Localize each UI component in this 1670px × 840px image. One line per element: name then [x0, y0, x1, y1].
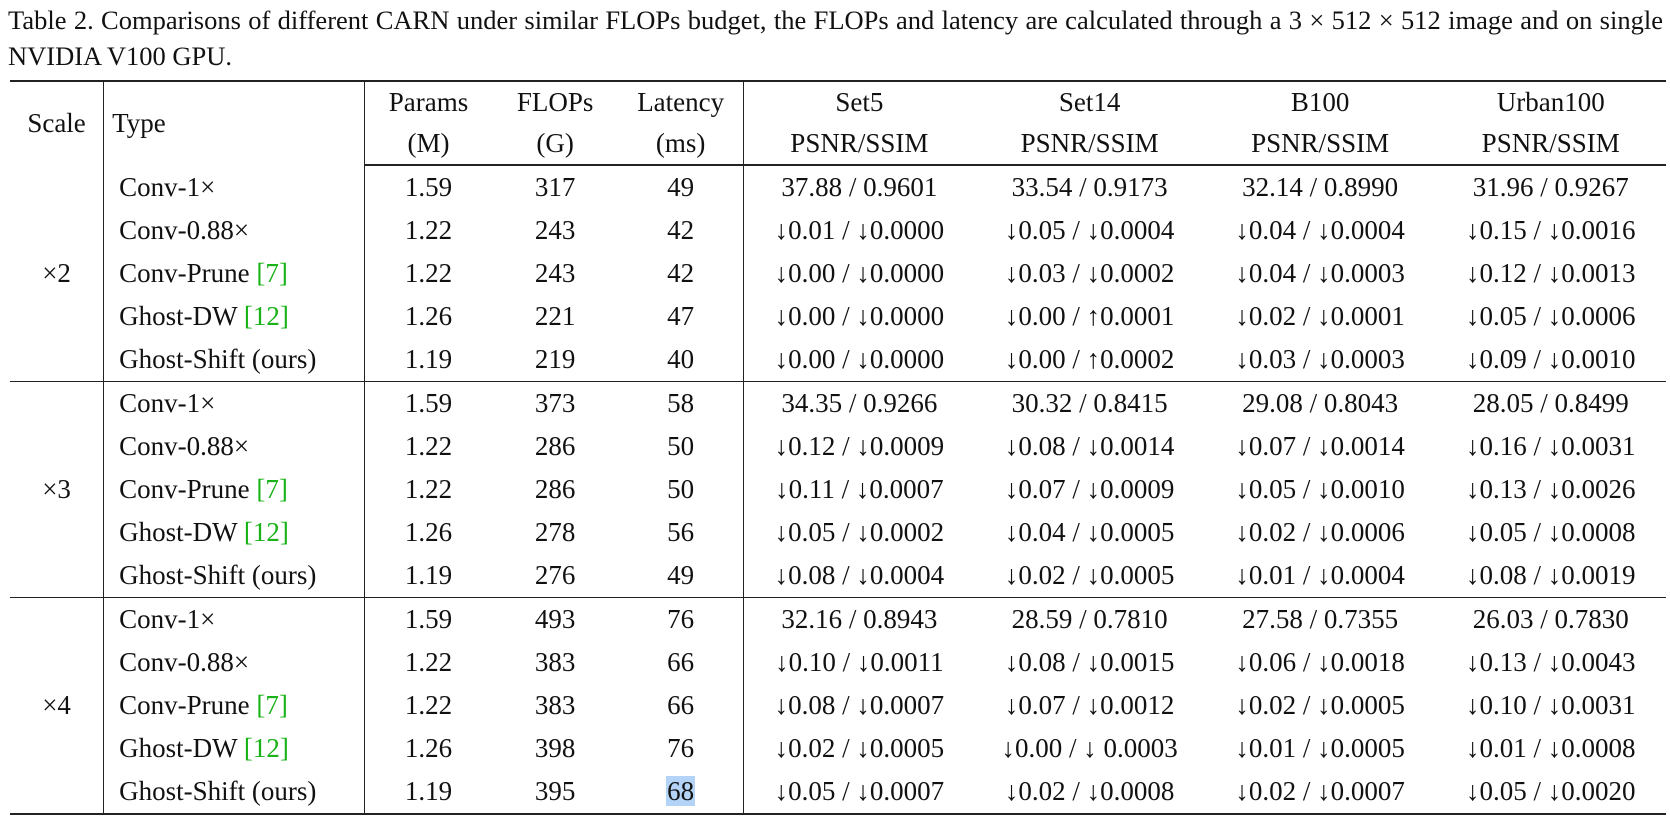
header-scale: Scale — [10, 81, 104, 165]
latency-cell: 66 — [618, 684, 744, 727]
header-metric-set5: PSNR/SSIM — [744, 123, 975, 165]
urban100-psnr-ssim-cell: 28.05 / 0.8499 — [1472, 388, 1629, 418]
results-table — [10, 80, 1666, 815]
type-cell — [104, 770, 365, 814]
latency-cell: 50 — [618, 468, 744, 511]
set5-psnr-ssim-cell: ↓0.02 / ↓0.0005 — [774, 733, 945, 763]
type-cell — [104, 598, 365, 642]
flops-cell: 221 — [534, 301, 576, 331]
b100-psnr-ssim-cell: ↓0.06 / ↓0.0018 — [1235, 647, 1405, 677]
set5-psnr-ssim-cell: ↓0.10 / ↓0.0011 — [775, 647, 944, 677]
set14-psnr-ssim-cell: ↓0.00 / ↑0.0001 — [1004, 301, 1175, 331]
set14-psnr-ssim-cell: ↓0.02 / ↓0.0008 — [974, 770, 1205, 814]
type-cell — [104, 511, 365, 554]
header-latency-unit: (ms) — [618, 123, 744, 165]
urban100-psnr-ssim-cell: ↓0.08 / ↓0.0019 — [1435, 554, 1666, 598]
urban100-psnr-ssim-cell: ↓0.13 / ↓0.0043 — [1465, 647, 1636, 677]
method-name: Ghost-Shift (ours) — [119, 560, 317, 590]
type-cell — [104, 468, 365, 511]
header-urban100: Urban100 — [1435, 81, 1666, 123]
flops-cell: 493 — [534, 604, 576, 634]
citation-link[interactable]: [7] — [256, 690, 288, 720]
flops-cell: 398 — [534, 733, 576, 763]
urban100-psnr-ssim-cell: ↓0.16 / ↓0.0031 — [1465, 431, 1636, 461]
type-cell — [104, 425, 365, 468]
b100-psnr-ssim-cell: ↓0.04 / ↓0.0004 — [1235, 215, 1405, 245]
urban100-psnr-ssim-cell: ↓0.05 / ↓0.0020 — [1435, 770, 1666, 814]
table-row — [10, 554, 1666, 598]
latency-cell: 49 — [618, 554, 744, 598]
method-name: Ghost-DW — [119, 517, 244, 547]
latency-cell: 56 — [618, 511, 744, 554]
set14-psnr-ssim-cell: ↓0.08 / ↓0.0014 — [1004, 431, 1175, 461]
header-b100: B100 — [1205, 81, 1436, 123]
params-cell: 1.59 — [404, 604, 453, 634]
method-name: Conv-1× — [119, 171, 216, 202]
params-cell: 1.19 — [364, 554, 492, 598]
set5-psnr-ssim-cell: ↓0.05 / ↓0.0007 — [744, 770, 975, 814]
table-row — [10, 382, 1666, 426]
scale-cell: ×3 — [10, 382, 104, 598]
header-latency: Latency — [618, 81, 744, 123]
scale-cell: ×2 — [10, 165, 104, 382]
set14-psnr-ssim-cell: ↓0.02 / ↓0.0005 — [974, 554, 1205, 598]
b100-psnr-ssim-cell: ↓0.05 / ↓0.0010 — [1235, 474, 1405, 504]
urban100-psnr-ssim-cell: 31.96 / 0.9267 — [1472, 172, 1629, 202]
b100-psnr-ssim-cell: ↓0.02 / ↓0.0001 — [1235, 301, 1405, 331]
params-cell: 1.22 — [404, 431, 453, 461]
header-metric-set14: PSNR/SSIM — [974, 123, 1205, 165]
method-name: Conv-0.88× — [119, 215, 250, 245]
b100-psnr-ssim-cell: ↓0.02 / ↓0.0006 — [1235, 517, 1405, 547]
set14-psnr-ssim-cell: 28.59 / 0.7810 — [1011, 604, 1168, 634]
citation-link[interactable]: [12] — [243, 733, 289, 763]
citation-link[interactable]: [12] — [243, 301, 289, 331]
urban100-psnr-ssim-cell: 26.03 / 0.7830 — [1472, 604, 1629, 634]
b100-psnr-ssim-cell: ↓0.03 / ↓0.0003 — [1205, 338, 1436, 382]
type-cell — [104, 165, 365, 209]
params-cell: 1.22 — [404, 474, 453, 504]
params-cell: 1.22 — [404, 647, 453, 677]
params-cell: 1.26 — [404, 733, 453, 763]
set5-psnr-ssim-cell: ↓0.08 / ↓0.0007 — [774, 690, 945, 720]
set14-psnr-ssim-cell: ↓0.00 / ↓ 0.0003 — [1001, 733, 1178, 763]
type-cell — [104, 684, 365, 727]
latency-cell: 58 — [618, 382, 744, 426]
header-params: Params — [364, 81, 492, 123]
set14-psnr-ssim-cell: 30.32 / 0.8415 — [1011, 388, 1168, 418]
params-cell: 1.22 — [404, 258, 453, 288]
header-set5: Set5 — [744, 81, 975, 123]
table-row — [10, 727, 1666, 770]
header-params-unit: (M) — [364, 123, 492, 165]
selected-text: 68 — [667, 776, 695, 806]
latency-cell: 42 — [618, 252, 744, 295]
citation-link[interactable]: [12] — [243, 517, 289, 547]
method-name: Conv-Prune — [119, 474, 257, 504]
table-row — [10, 598, 1666, 642]
header-flops: FLOPs — [492, 81, 618, 123]
latency-cell: 49 — [618, 165, 744, 209]
set14-psnr-ssim-cell: ↓0.08 / ↓0.0015 — [1004, 647, 1175, 677]
urban100-psnr-ssim-cell: ↓0.15 / ↓0.0016 — [1465, 215, 1636, 245]
flops-cell: 317 — [534, 172, 576, 202]
set5-psnr-ssim-cell: ↓0.00 / ↓0.0000 — [774, 301, 945, 331]
type-cell — [104, 382, 365, 426]
method-name: Conv-0.88× — [119, 431, 250, 461]
method-name: Conv-1× — [119, 388, 216, 418]
method-name: Conv-1× — [119, 604, 216, 634]
table-row — [10, 684, 1666, 727]
urban100-psnr-ssim-cell: ↓0.05 / ↓0.0006 — [1465, 301, 1636, 331]
flops-cell: 276 — [492, 554, 618, 598]
b100-psnr-ssim-cell: ↓0.01 / ↓0.0005 — [1235, 733, 1405, 763]
latency-cell — [618, 770, 744, 814]
b100-psnr-ssim-cell: ↓0.02 / ↓0.0005 — [1235, 690, 1405, 720]
latency-cell: 66 — [618, 641, 744, 684]
latency-cell: 42 — [618, 209, 744, 252]
params-cell: 1.19 — [364, 338, 492, 382]
table-row — [10, 641, 1666, 684]
set5-psnr-ssim-cell: 34.35 / 0.9266 — [781, 388, 938, 418]
set5-psnr-ssim-cell: ↓0.08 / ↓0.0004 — [744, 554, 975, 598]
b100-psnr-ssim-cell: 29.08 / 0.8043 — [1242, 388, 1399, 418]
latency-cell: 40 — [618, 338, 744, 382]
latency-cell: 76 — [618, 727, 744, 770]
method-name: Ghost-DW — [119, 733, 244, 763]
set14-psnr-ssim-cell: ↓0.00 / ↑0.0002 — [974, 338, 1205, 382]
urban100-psnr-ssim-cell: ↓0.09 / ↓0.0010 — [1435, 338, 1666, 382]
method-name: Conv-0.88× — [119, 647, 250, 677]
method-name: Ghost-Shift (ours) — [119, 344, 317, 374]
type-cell — [104, 295, 365, 338]
type-cell — [104, 554, 365, 598]
set5-psnr-ssim-cell: ↓0.11 / ↓0.0007 — [775, 474, 944, 504]
params-cell: 1.22 — [404, 215, 453, 245]
set5-psnr-ssim-cell: ↓0.05 / ↓0.0002 — [774, 517, 945, 547]
scale-group — [10, 165, 1666, 382]
flops-cell: 373 — [534, 388, 576, 418]
flops-cell: 286 — [534, 474, 576, 504]
b100-psnr-ssim-cell: ↓0.07 / ↓0.0014 — [1235, 431, 1405, 461]
flops-cell: 383 — [534, 647, 576, 677]
set5-psnr-ssim-cell: ↓0.00 / ↓0.0000 — [774, 258, 945, 288]
flops-cell: 243 — [534, 258, 576, 288]
urban100-psnr-ssim-cell: ↓0.05 / ↓0.0008 — [1465, 517, 1636, 547]
params-cell: 1.19 — [364, 770, 492, 814]
latency-cell: 50 — [618, 425, 744, 468]
table-caption: Table 2. Comparisons of different CARN under similar FLOPs budget, the FLOPs and latency are calculated through a 3 × 512 × 512 image and on single NVIDIA V100 GPU. — [8, 5, 1663, 71]
table-row — [10, 209, 1666, 252]
header-flops-unit: (G) — [492, 123, 618, 165]
citation-link[interactable]: [7] — [256, 258, 288, 288]
params-cell: 1.22 — [404, 690, 453, 720]
params-cell: 1.59 — [404, 388, 453, 418]
set14-psnr-ssim-cell: ↓0.07 / ↓0.0012 — [1004, 690, 1175, 720]
table-row — [10, 770, 1666, 814]
table-row — [10, 338, 1666, 382]
method-name: Ghost-DW — [119, 301, 244, 331]
scale-group — [10, 598, 1666, 815]
method-name: Conv-Prune — [119, 690, 257, 720]
method-name: Conv-Prune — [119, 258, 257, 288]
b100-psnr-ssim-cell: ↓0.02 / ↓0.0007 — [1205, 770, 1436, 814]
set5-psnr-ssim-cell: 32.16 / 0.8943 — [781, 604, 938, 634]
set5-psnr-ssim-cell: ↓0.00 / ↓0.0000 — [744, 338, 975, 382]
type-cell — [104, 641, 365, 684]
header-metric-b100: PSNR/SSIM — [1205, 123, 1436, 165]
header-set14: Set14 — [974, 81, 1205, 123]
urban100-psnr-ssim-cell: ↓0.01 / ↓0.0008 — [1465, 733, 1636, 763]
b100-psnr-ssim-cell: ↓0.04 / ↓0.0003 — [1235, 258, 1405, 288]
method-name: Ghost-Shift (ours) — [119, 776, 317, 806]
set14-psnr-ssim-cell: 33.54 / 0.9173 — [1011, 172, 1168, 202]
type-cell — [104, 727, 365, 770]
set5-psnr-ssim-cell: ↓0.12 / ↓0.0009 — [774, 431, 945, 461]
scale-group — [10, 382, 1666, 598]
table-row — [10, 295, 1666, 338]
b100-psnr-ssim-cell: 27.58 / 0.7355 — [1242, 604, 1399, 634]
params-cell: 1.26 — [404, 301, 453, 331]
b100-psnr-ssim-cell: ↓0.01 / ↓0.0004 — [1205, 554, 1436, 598]
table-row — [10, 468, 1666, 511]
flops-cell: 219 — [492, 338, 618, 382]
flops-cell: 278 — [534, 517, 576, 547]
set14-psnr-ssim-cell: ↓0.05 / ↓0.0004 — [1004, 215, 1175, 245]
table-row — [10, 252, 1666, 295]
header-metric-urban100: PSNR/SSIM — [1435, 123, 1666, 165]
set14-psnr-ssim-cell: ↓0.07 / ↓0.0009 — [1004, 474, 1175, 504]
flops-cell: 395 — [492, 770, 618, 814]
params-cell: 1.26 — [404, 517, 453, 547]
citation-link[interactable]: [7] — [256, 474, 288, 504]
table-header — [10, 81, 1666, 165]
type-cell — [104, 252, 365, 295]
flops-cell: 286 — [534, 431, 576, 461]
header-type: Type — [104, 81, 365, 165]
set5-psnr-ssim-cell: ↓0.01 / ↓0.0000 — [774, 215, 945, 245]
params-cell: 1.59 — [404, 172, 453, 202]
set14-psnr-ssim-cell: ↓0.03 / ↓0.0002 — [1004, 258, 1175, 288]
urban100-psnr-ssim-cell: ↓0.10 / ↓0.0031 — [1465, 690, 1636, 720]
set14-psnr-ssim-cell: ↓0.04 / ↓0.0005 — [1004, 517, 1175, 547]
set5-psnr-ssim-cell: 37.88 / 0.9601 — [781, 172, 938, 202]
scale-cell: ×4 — [10, 598, 104, 815]
table-row — [10, 165, 1666, 209]
type-cell — [104, 338, 365, 382]
flops-cell: 243 — [534, 215, 576, 245]
table-row — [10, 511, 1666, 554]
latency-cell: 47 — [618, 295, 744, 338]
latency-cell: 76 — [618, 598, 744, 642]
urban100-psnr-ssim-cell: ↓0.13 / ↓0.0026 — [1465, 474, 1636, 504]
type-cell — [104, 209, 365, 252]
urban100-psnr-ssim-cell: ↓0.12 / ↓0.0013 — [1465, 258, 1636, 288]
b100-psnr-ssim-cell: 32.14 / 0.8990 — [1242, 172, 1399, 202]
table-row — [10, 425, 1666, 468]
flops-cell: 383 — [534, 690, 576, 720]
